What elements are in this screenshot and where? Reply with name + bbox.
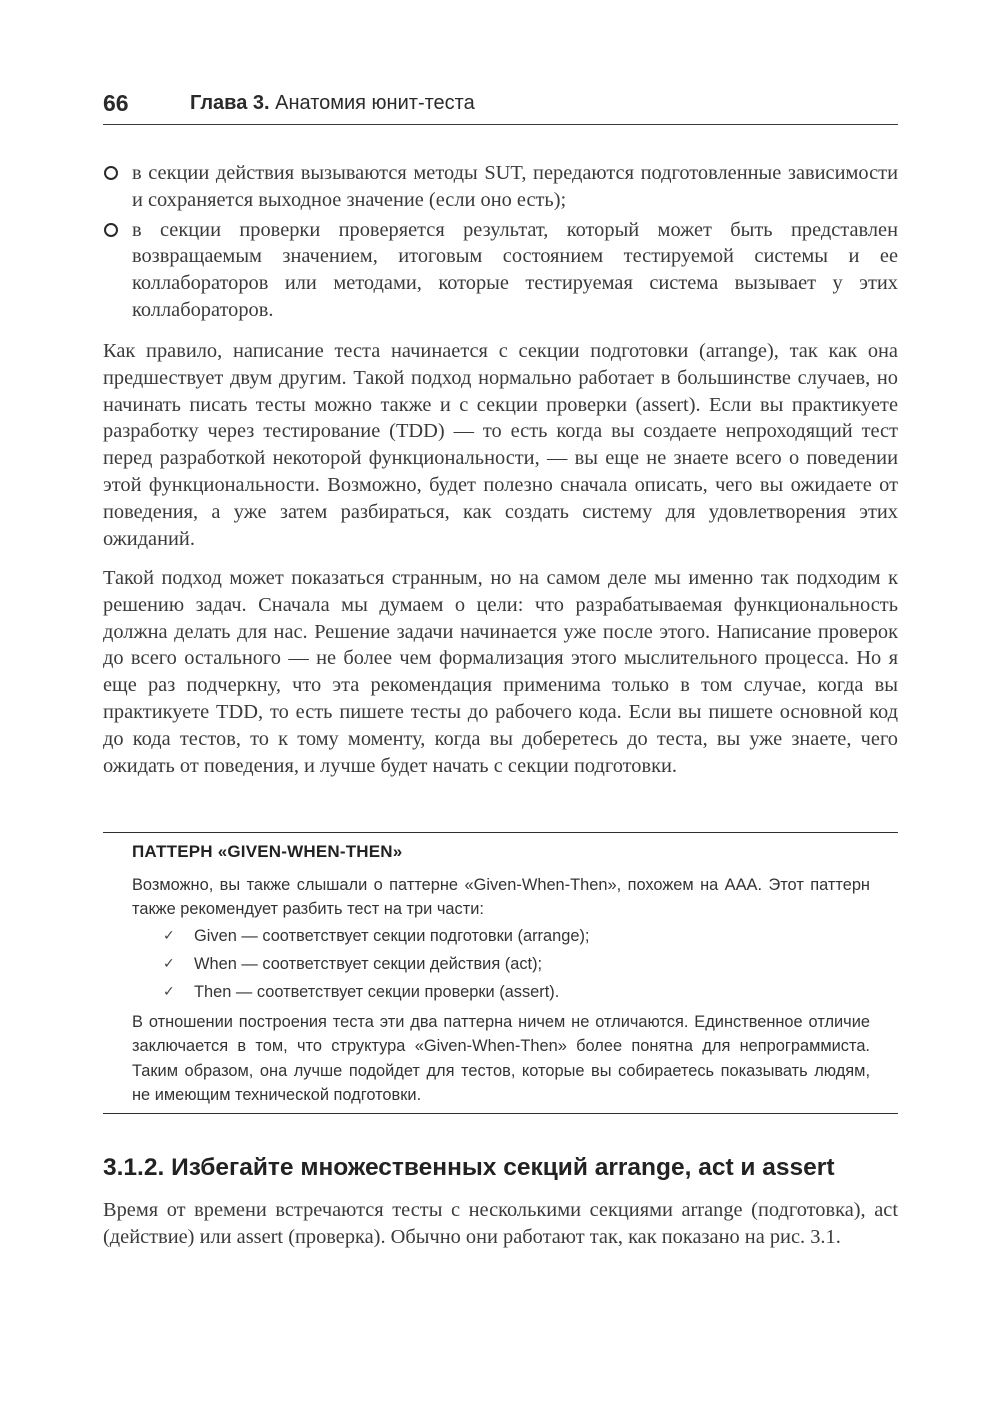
- checkmark-icon: ✓: [163, 955, 175, 972]
- sidebar-bottom-rule: [103, 1113, 898, 1114]
- list-item-text: в секции действия вызываются методы SUT, передаются подготовленные зависимости и сохраняется выходное значение (если оно есть);: [132, 162, 898, 211]
- paragraph: Такой подход может показаться странным, но на самом деле мы именно так подходим к решению задач. Сначала мы думаем о цели: что разрабатываемая функциональность должна делать для нас. Решение задачи начинается уже после этого. Написание проверок до всего остального — не более чем формализация этого мыслительного процесса. Но я еще раз подчеркну, что эта рекомендация применима только в том случае, когда вы практикуете TDD, то есть пишете тесты до рабочего кода. Если вы пишете основной код до кода тестов, то к тому моменту, когда вы доберетесь до теста, вы уже знаете, чего ожидать от поведения, и лучше будет начать с секции подготовки.: [103, 567, 898, 777]
- list-item: [103, 160, 898, 214]
- chapter-title: [190, 92, 475, 115]
- sidebar-intro: Возможно, вы также слышали о паттерне «Given-When-Then», похожем на AAA. Этот паттерн также рекомендует разбить тест на три части:: [132, 875, 870, 918]
- chapter-label: Глава 3.: [190, 92, 270, 114]
- bullet-list: [103, 160, 898, 327]
- checkmark-icon: ✓: [163, 983, 175, 1000]
- chapter-name: Анатомия юнит-теста: [275, 92, 475, 114]
- checklist-item: [132, 922, 870, 950]
- running-header: [103, 90, 898, 124]
- checklist-item-text: Given — соответствует секции подготовки (arrange);: [194, 926, 590, 945]
- bullet-circle-icon: [104, 166, 118, 180]
- list-item: [103, 217, 898, 324]
- page-number: 66: [103, 90, 129, 116]
- section-heading: 3.1.2. Избегайте множественных секций arrange, act и assert: [103, 1154, 835, 1181]
- sidebar-title: ПАТТЕРН «GIVEN-WHEN-THEN»: [132, 842, 403, 861]
- checklist: [132, 922, 870, 1006]
- checkmark-icon: ✓: [163, 927, 175, 944]
- sidebar-top-rule: [103, 832, 898, 833]
- bullet-circle-icon: [104, 223, 118, 237]
- paragraph: Как правило, написание теста начинается с секции подготовки (arrange), так как она предшествует двум другим. Такой подход нормально работает в большинстве случаев, но начинать писать тесты можно также и с секции проверки (assert). Если вы практикуете разработку через тестирование (TDD) — то есть когда вы создаете непроходящий тест перед разработкой некоторой функциональности, — вы еще не знаете всего о поведении этой функциональности. Возможно, будет полезно сначала описать, чего вы ожидаете от поведения, а уже затем разбираться, как создать систему для удовлетворения этих ожиданий.: [103, 340, 898, 550]
- sidebar-conclusion: В отношении построения теста эти два паттерна ничем не отличаются. Единственное отличие заключается в том, что структура «Given-When-Then» более понятна для непрограммиста. Таким образом, она лучше подойдет для тестов, которые вы собираетесь показывать людям, не имеющим технической подготовки.: [132, 1012, 870, 1104]
- paragraph: Время от времени встречаются тесты с несколькими секциями arrange (подготовка), act (действие) или assert (проверка). Обычно они работают так, как показано на рис. 3.1.: [103, 1199, 898, 1248]
- checklist-item: [132, 950, 870, 978]
- checklist-item: [132, 978, 870, 1006]
- sidebar-box: [132, 840, 870, 1108]
- checklist-item-text: Then — соответствует секции проверки (assert).: [194, 982, 560, 1001]
- list-item-text: в секции проверки проверяется результат, который может быть представлен возвращаемым значением, итоговым состоянием тестируемой системы и ее коллабораторов или методами, которые тестируемая система вызывает у этих коллабораторов.: [132, 218, 898, 321]
- checklist-item-text: When — соответствует секции действия (act);: [194, 954, 543, 973]
- header-rule: [103, 124, 898, 125]
